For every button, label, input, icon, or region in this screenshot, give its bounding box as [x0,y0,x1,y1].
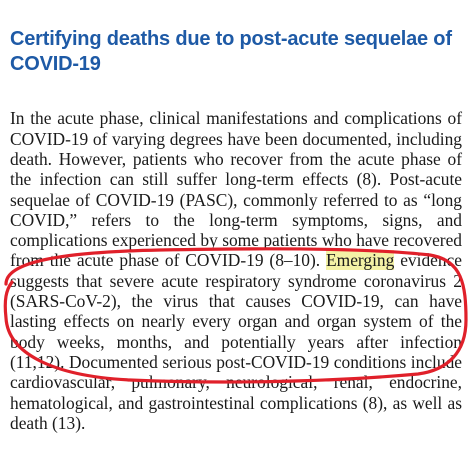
body-paragraph [10,108,462,433]
section-title: Certifying deaths due to post-acute sequelae of COVID-19 [10,28,452,76]
highlighted-word: Emerging [326,250,395,271]
paragraph-text-part-2: evidence suggests that severe acute respiratory syndrome coronavirus 2 (SARS-CoV-2), the virus that causes COVID-19, can have lasting effects on nearly every organ and organ system of the body weeks, months, and potentially years after infection (11,12). Documented serious post-COVID-19 conditions include cardiovascular, pulmonary, neurological, renal, endocrine, hematological, and gastrointestinal complications (8), as well as death (13). [10,250,462,433]
paragraph-text-part-1: In the acute phase, clinical manifestations and complications of COVID-19 of varying degrees have been documented, including death. However, patients who recover from the acute phase of the infection can still suffer long-term effects (8). Post-acute sequelae of COVID-19 (PASC), commonly referred to as “long COVID,” refers to the long-term symptoms, signs, and complications experienced by some patients who have recovered from the acute phase of COVID-19 (8–10). [10,108,462,271]
